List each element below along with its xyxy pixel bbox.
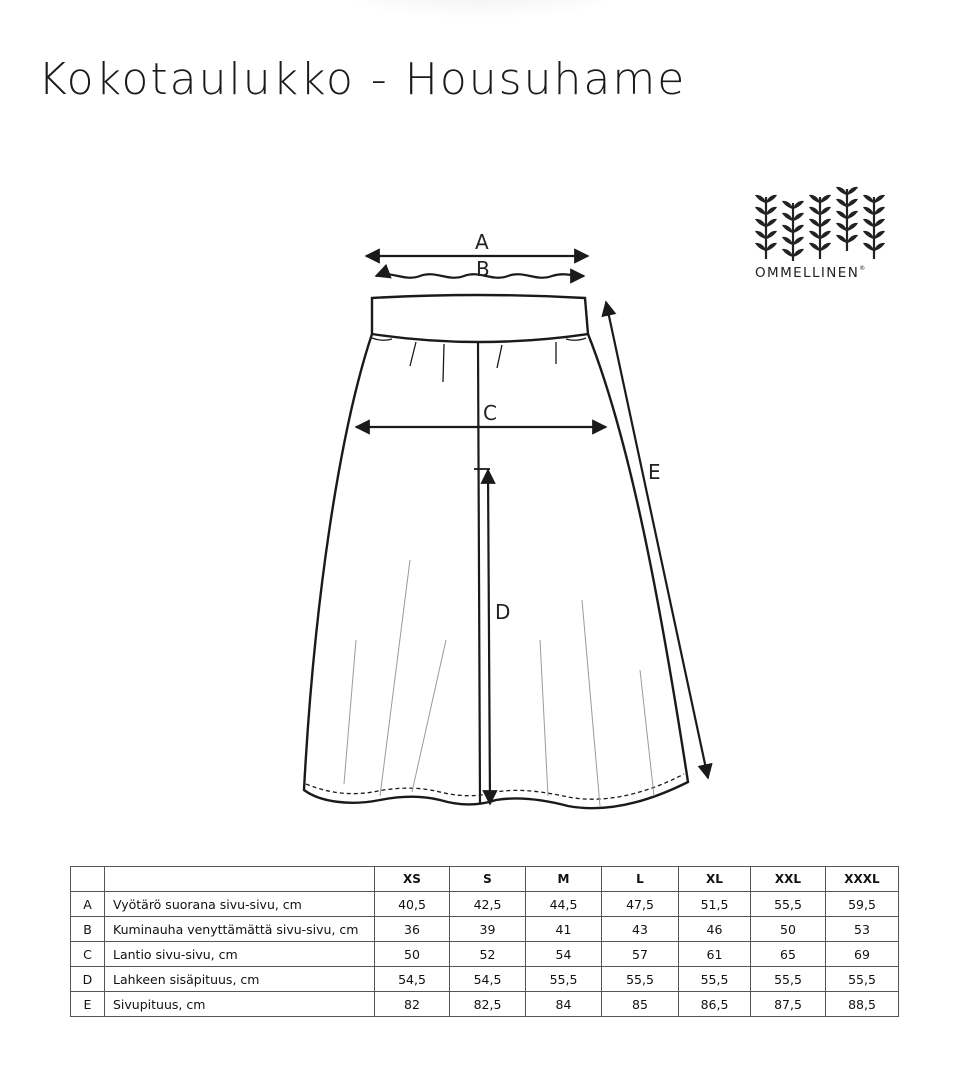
value-cell: 82 [375,992,450,1017]
measure-b-label: B [476,257,490,281]
value-cell: 55,5 [602,967,679,992]
hem-stitching [306,774,684,799]
page-title: Kokotaulukko - Housuhame [38,54,687,105]
measure-c-label: C [483,401,497,425]
value-cell: 51,5 [679,892,751,917]
header-cell: XXXL [826,867,899,892]
registered-mark: ® [859,265,866,272]
value-cell: 59,5 [826,892,899,917]
value-cell: 54,5 [450,967,526,992]
row-label: Vyötärö suorana sivu-sivu, cm [105,892,375,917]
value-cell: 36 [375,917,450,942]
fabric-folds [344,560,654,806]
header-cell: M [526,867,602,892]
value-cell: 85 [602,992,679,1017]
table-row [71,967,899,992]
value-cell: 55,5 [826,967,899,992]
value-cell: 57 [602,942,679,967]
value-cell: 87,5 [751,992,826,1017]
header-cell: S [450,867,526,892]
value-cell: 88,5 [826,992,899,1017]
size-table [70,866,899,1017]
value-cell: 55,5 [751,892,826,917]
value-cell: 54,5 [375,967,450,992]
row-code: C [71,942,105,967]
value-cell: 40,5 [375,892,450,917]
header-cell: L [602,867,679,892]
value-cell: 50 [751,917,826,942]
row-label: Lahkeen sisäpituus, cm [105,967,375,992]
table-row [71,942,899,967]
value-cell: 47,5 [602,892,679,917]
header-cell [71,867,105,892]
value-cell: 41 [526,917,602,942]
measure-e-arrow [606,302,708,778]
value-cell: 69 [826,942,899,967]
value-cell: 82,5 [450,992,526,1017]
row-code: A [71,892,105,917]
value-cell: 55,5 [679,967,751,992]
value-cell: 42,5 [450,892,526,917]
value-cell: 43 [602,917,679,942]
value-cell: 55,5 [751,967,826,992]
value-cell: 61 [679,942,751,967]
value-cell: 84 [526,992,602,1017]
header-cell: XL [679,867,751,892]
measure-d-arrow [488,470,490,804]
measure-d-label: D [495,600,511,624]
measure-a-label: A [475,230,489,254]
table-row [71,917,899,942]
header-cell: XS [375,867,450,892]
row-label: Lantio sivu-sivu, cm [105,942,375,967]
value-cell: 52 [450,942,526,967]
header-cell [105,867,375,892]
value-cell: 86,5 [679,992,751,1017]
value-cell: 46 [679,917,751,942]
value-cell: 44,5 [526,892,602,917]
waistband [372,295,588,342]
value-cell: 55,5 [526,967,602,992]
value-cell: 54 [526,942,602,967]
center-seam [478,342,480,804]
measure-e-label: E [648,460,661,484]
row-code: B [71,917,105,942]
header-cell: XXL [751,867,826,892]
row-code: D [71,967,105,992]
value-cell: 39 [450,917,526,942]
value-cell: 50 [375,942,450,967]
row-label: Kuminauha venyttämättä sivu-sivu, cm [105,917,375,942]
brand-name: OMMELLINEN® [755,265,866,281]
value-cell: 53 [826,917,899,942]
table-row [71,892,899,917]
table-header-row [71,867,899,892]
value-cell: 65 [751,942,826,967]
row-label: Sivupituus, cm [105,992,375,1017]
row-code: E [71,992,105,1017]
table-row [71,992,899,1017]
